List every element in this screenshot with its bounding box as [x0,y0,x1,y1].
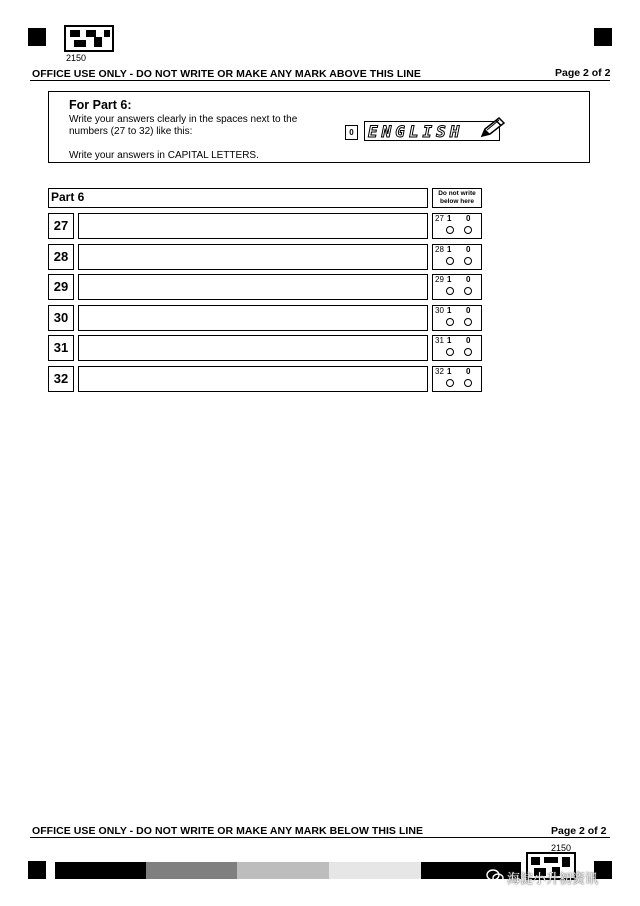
question-number: 32 [48,366,74,392]
instructions-line-1: Write your answers clearly in the spaces next to the [69,114,298,125]
page-label-top: Page 2 of 2 [555,67,611,79]
mark-one-label: 1 [447,306,452,315]
mark-zero-label: 0 [466,336,471,345]
office-use-notice-top: OFFICE USE ONLY - DO NOT WRITE OR MAKE ANY MARK ABOVE THIS LINE [32,68,421,80]
calibration-strip-black [55,862,146,879]
mark-one-bubble [446,348,454,356]
marking-box [432,366,482,392]
mark-zero-bubble [464,226,472,234]
marking-box [432,244,482,270]
do-not-write-line-1: Do not write [438,190,476,197]
mark-one-bubble [446,379,454,387]
barcode-top [64,25,114,52]
office-use-notice-bottom: OFFICE USE ONLY - DO NOT WRITE OR MAKE ANY MARK BELOW THIS LINE [32,825,424,837]
mark-one-bubble [446,226,454,234]
marking-box-number: 28 [435,245,444,254]
mark-one-bubble [446,287,454,295]
page-label-bottom: Page 2 of 2 [551,825,607,837]
pencil-icon [479,116,507,140]
answer-box[interactable] [78,244,428,270]
do-not-write-label [432,188,482,208]
do-not-write-line-2: below here [440,198,474,205]
answer-box[interactable] [78,366,428,392]
barcode-number-bottom: 2150 [551,843,572,853]
mark-zero-label: 0 [466,306,471,315]
registration-mark-bottom-left [28,861,46,879]
calibration-strip-light-grey [237,862,329,879]
marking-box-number: 30 [435,306,444,315]
question-number: 28 [48,244,74,270]
registration-mark-top-right [594,28,612,46]
mark-zero-bubble [464,318,472,326]
answer-box[interactable] [78,335,428,361]
marking-box-number: 29 [435,275,444,284]
wechat-icon [486,868,504,884]
instructions-line-2: numbers (27 to 32) like this: [69,126,193,137]
calibration-strip-dark-grey [146,862,237,879]
calibration-strip-black-right [421,862,521,879]
question-number: 30 [48,305,74,331]
calibration-strip-pale-grey [329,862,421,879]
mark-one-label: 1 [447,367,452,376]
marking-box-number: 32 [435,367,444,376]
marking-box [432,213,482,239]
mark-zero-label: 0 [466,275,471,284]
example-word: ENGLISH [368,122,464,141]
mark-zero-label: 0 [466,367,471,376]
answer-box[interactable] [78,274,428,300]
mark-one-label: 1 [447,275,452,284]
marking-box-number: 31 [435,336,444,345]
answer-box[interactable] [78,305,428,331]
mark-zero-label: 0 [466,245,471,254]
mark-zero-label: 0 [466,214,471,223]
mark-zero-bubble [464,348,472,356]
question-number: 27 [48,213,74,239]
marking-box-number: 27 [435,214,444,223]
mark-zero-bubble [464,257,472,265]
mark-zero-bubble [464,379,472,387]
marking-box [432,274,482,300]
mark-one-label: 1 [447,336,452,345]
mark-zero-bubble [464,287,472,295]
part-title: Part 6 [48,188,428,208]
answer-box[interactable] [78,213,428,239]
mark-one-label: 1 [447,214,452,223]
barcode-number-top: 2150 [66,53,87,63]
question-number: 31 [48,335,74,361]
instructions-title: For Part 6: [69,98,132,112]
mark-one-bubble [446,257,454,265]
instructions-line-3: Write your answers in CAPITAL LETTERS. [69,150,259,161]
instructions-box [48,91,590,163]
watermark-text: 海淀小升初资讯 [507,871,599,886]
registration-mark-top-left [28,28,46,46]
marking-box [432,335,482,361]
divider-bottom [30,837,610,838]
marking-box [432,305,482,331]
divider-top [30,80,610,81]
mark-one-label: 1 [447,245,452,254]
example-number: 0 [345,125,358,140]
question-number: 29 [48,274,74,300]
mark-one-bubble [446,318,454,326]
